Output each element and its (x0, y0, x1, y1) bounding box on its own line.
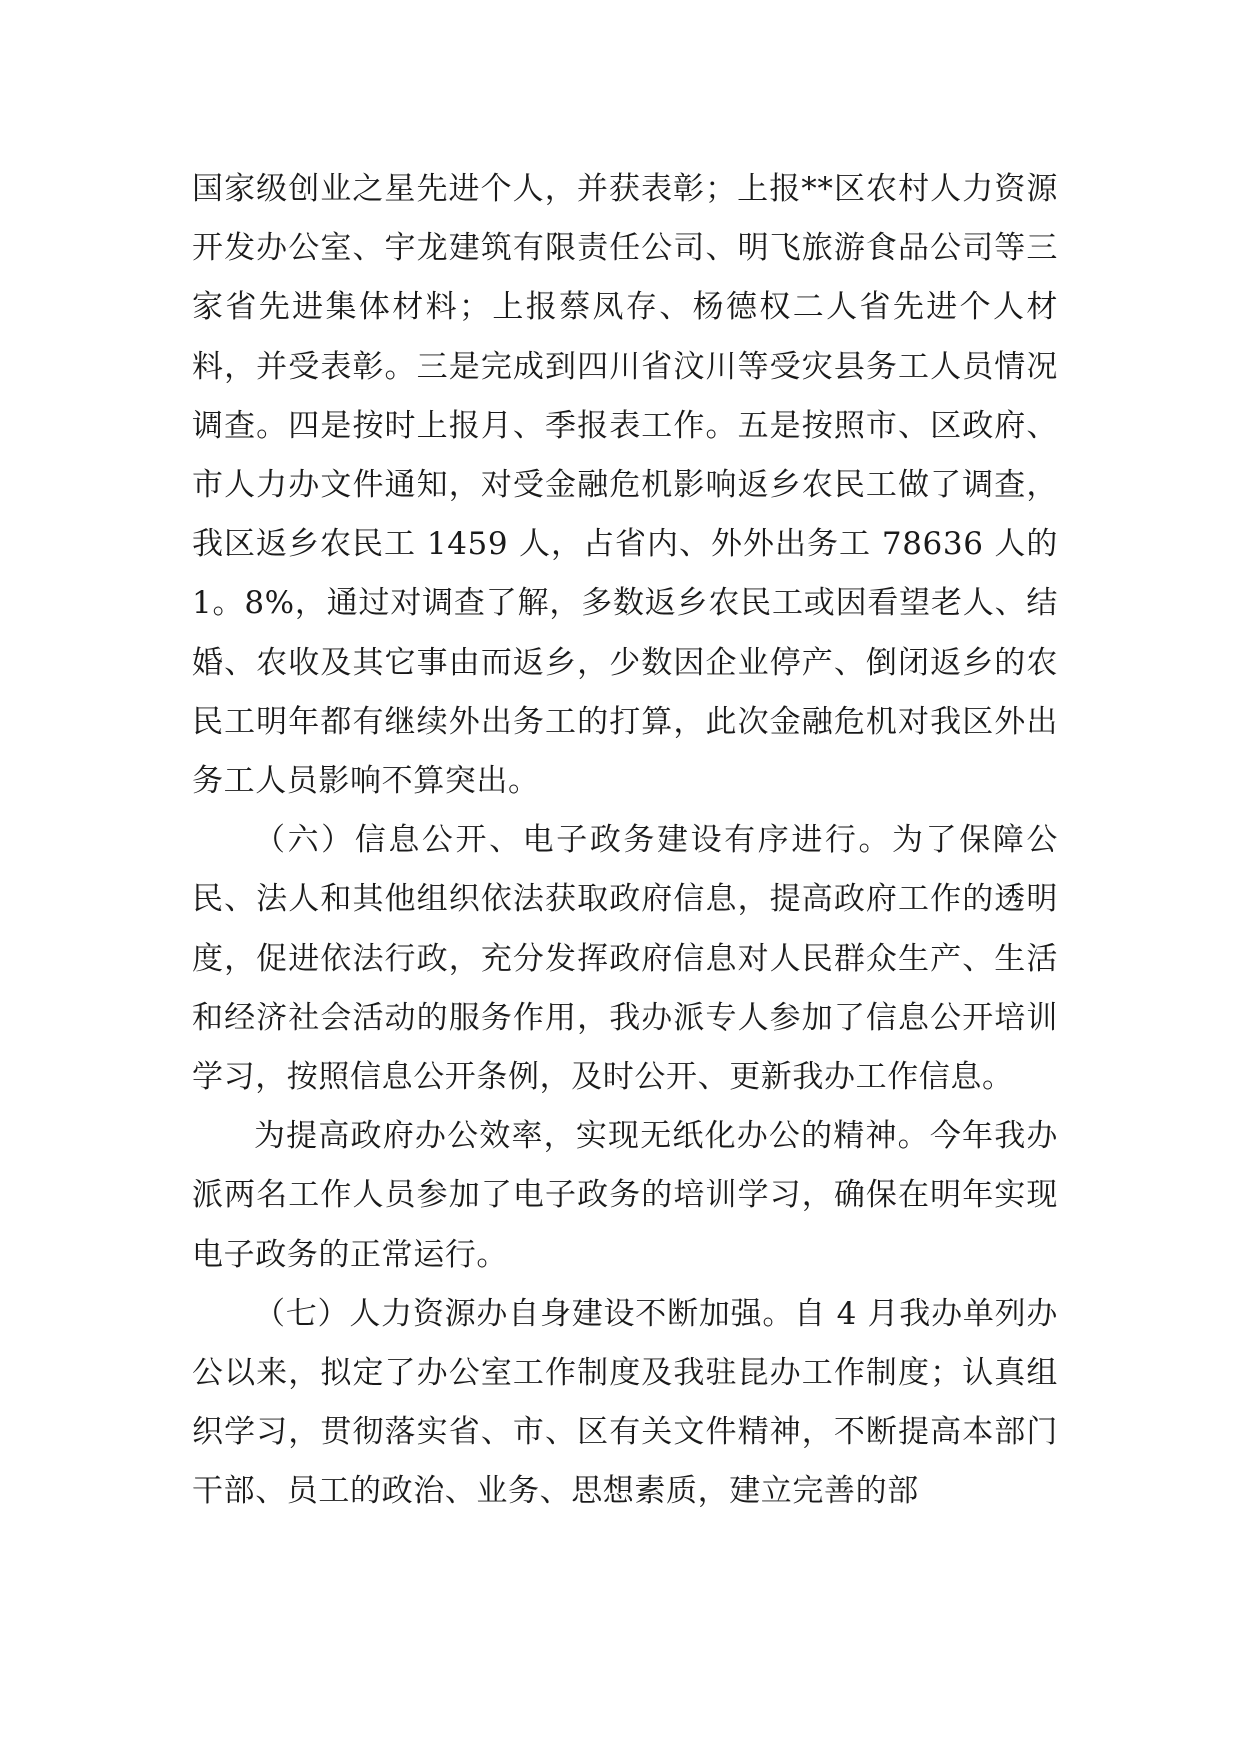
paragraph-section-six: （六）信息公开、电子政务建设有序进行。为了保障公民、法人和其他组织依法获取政府信息，提高政府工作的透明度，促进依法行政，充分发挥政府信息对人民群众生产、生活和经济社会活动的服务作用，我办派专人参加了信息公开培训学习，按照信息公开条例，及时公开、更新我办工作信息。 (192, 822, 1058, 1096)
paragraph-e-government: 为提高政府办公效率，实现无纸化办公的精神。今年我办派两名工作人员参加了电子政务的培训学习，确保在明年实现电子政务的正常运行。 (192, 1118, 1058, 1273)
paragraph-continued: 国家级创业之星先进个人，并获表彰；上报**区农村人力资源开发办公室、宇龙建筑有限责任公司、明飞旅游食品公司等三家省先进集体材料；上报蔡凤存、杨德权二人省先进个人材料，并受表彰。三是完成到四川省汶川等受灾县务工人员情况调查。四是按时上报月、季报表工作。五是按照市、区政府、市人力办文件通知，对受金融危机影响返乡农民工做了调查，我区返乡农民工 1459 人，占省内、外外出务工 78636 人的 1。8%，通过对调查了解，多数返乡农民工或因看望老人、结婚、农收及其它事由而返乡，少数因企业停产、倒闭返乡的农民工明年都有继续外出务工的打算，此次金融危机对我区外出务工人员影响不算突出。 (192, 171, 1058, 800)
document-page (192, 160, 1058, 1522)
paragraph-section-seven: （七）人力资源办自身建设不断加强。自 4 月我办单列办公以来，拟定了办公室工作制度及我驻昆办工作制度；认真组织学习，贯彻落实省、市、区有关文件精神，不断提高本部门干部、员工的政治、业务、思想素质，建立完善的部 (192, 1295, 1058, 1510)
